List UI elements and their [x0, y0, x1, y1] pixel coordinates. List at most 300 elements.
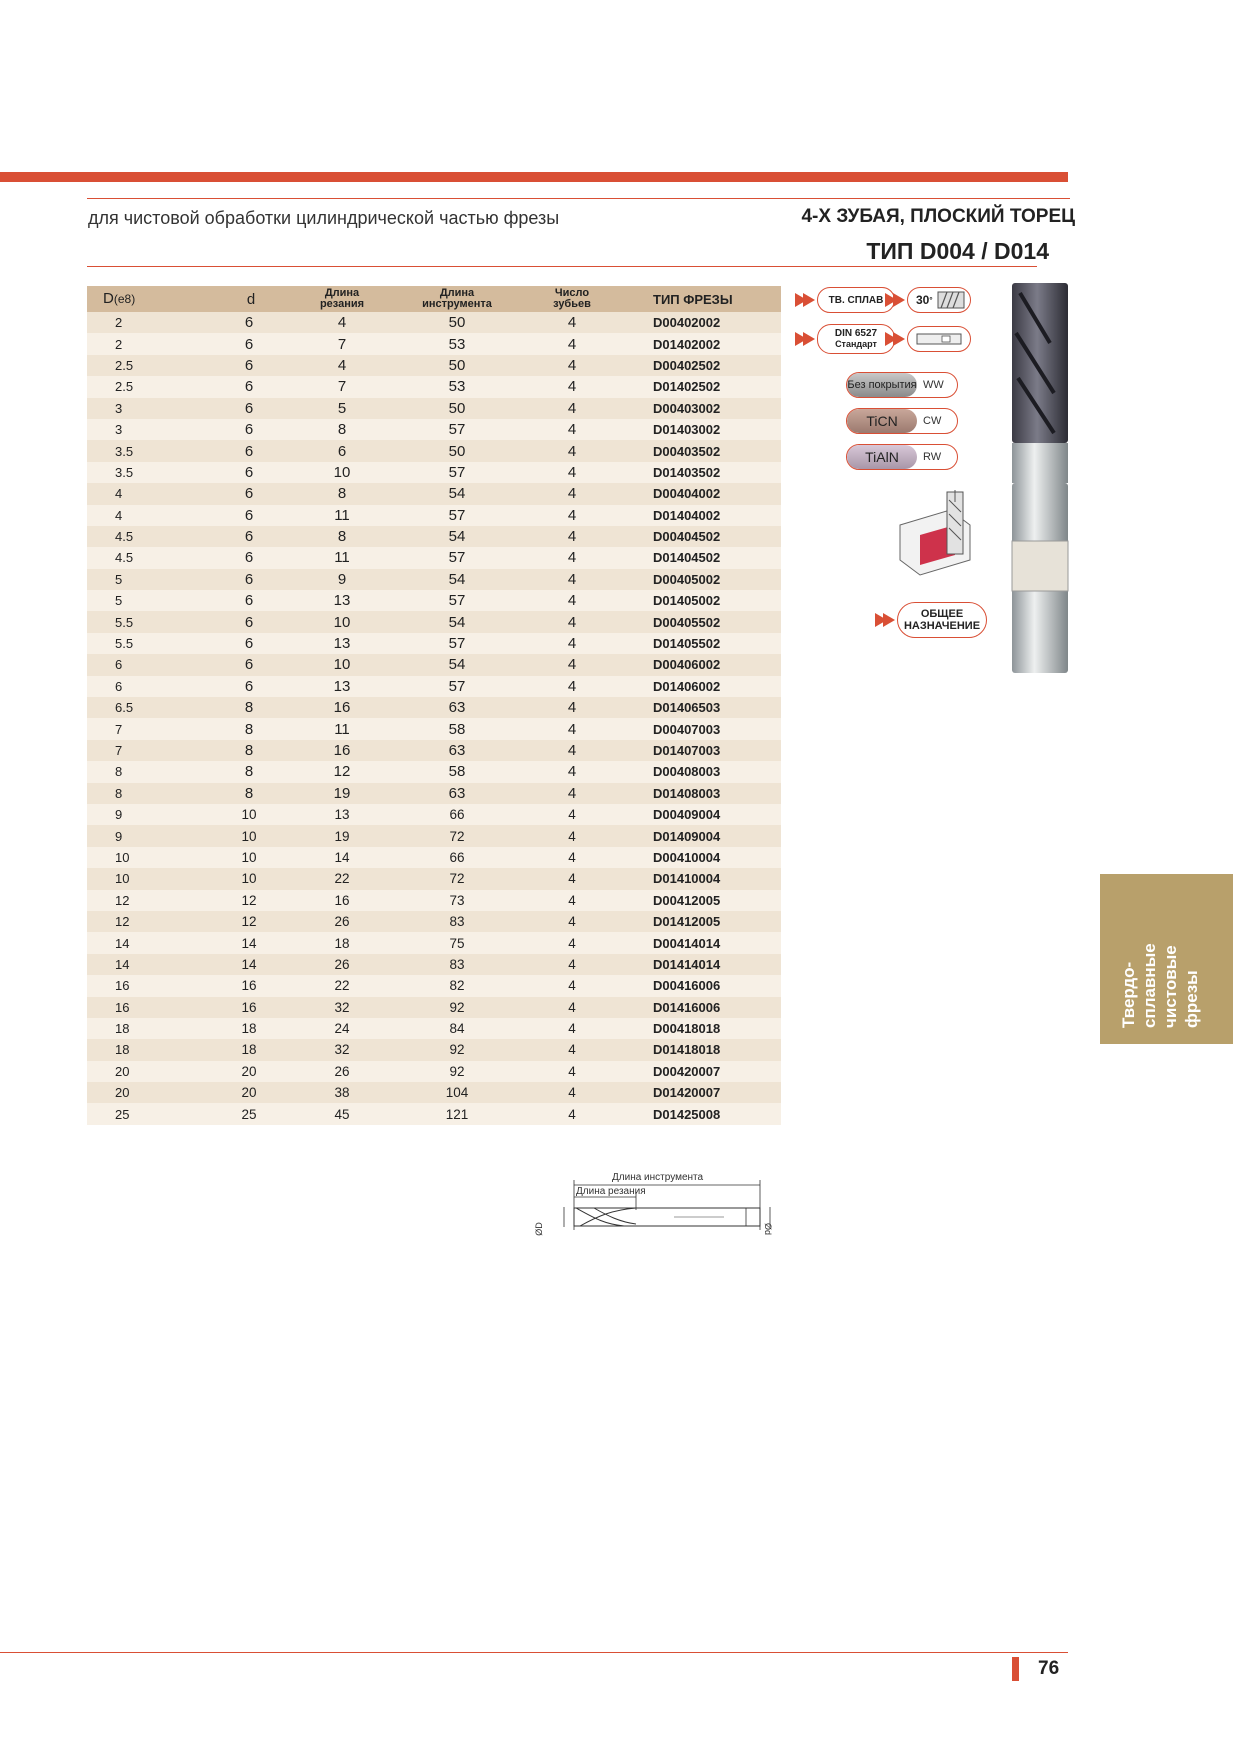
cell-type: D00418018 — [627, 1018, 781, 1039]
cell-cut-length: 38 — [287, 1082, 397, 1103]
cell-cut-length: 19 — [287, 825, 397, 846]
cell-teeth: 4 — [517, 1103, 627, 1124]
cell-D: 12 — [87, 911, 197, 932]
cell-d: 18 — [197, 1039, 287, 1060]
cell-cut-length: 19 — [287, 783, 397, 804]
cell-teeth: 4 — [517, 825, 627, 846]
table-row — [87, 611, 781, 632]
cell-d: 6 — [197, 419, 287, 440]
page-number: 76 — [1038, 1658, 1060, 1679]
cell-d: 12 — [197, 911, 287, 932]
cell-D: 20 — [87, 1061, 197, 1082]
cell-d: 6 — [197, 462, 287, 483]
cell-tool-length: 57 — [397, 419, 517, 440]
cut-length-label: Длина резания — [576, 1186, 646, 1197]
cell-D: 10 — [87, 847, 197, 868]
standard-label: DIN 6527 Стандарт — [817, 324, 895, 354]
table-row — [87, 633, 781, 654]
shank-icon-pill — [907, 326, 971, 352]
cell-D: 16 — [87, 997, 197, 1018]
table-row — [87, 483, 781, 504]
material-label: ТВ. СПЛАВ — [817, 287, 895, 313]
cell-d: 6 — [197, 398, 287, 419]
cell-tool-length: 53 — [397, 333, 517, 354]
top-accent-bar — [0, 172, 1068, 182]
cell-cut-length: 16 — [287, 697, 397, 718]
cell-type: D00416006 — [627, 975, 781, 996]
cell-type: D01405002 — [627, 590, 781, 611]
cell-teeth: 4 — [517, 505, 627, 526]
coating-name: TiCN — [847, 409, 917, 433]
section-label: Твердо- сплавные чистовые фрезы — [1119, 943, 1201, 1028]
cell-tool-length: 50 — [397, 355, 517, 376]
cell-d: 10 — [197, 825, 287, 846]
spec-table-header — [87, 286, 781, 312]
cell-D: 20 — [87, 1082, 197, 1103]
cell-type: D00406002 — [627, 654, 781, 675]
cell-cut-length: 13 — [287, 676, 397, 697]
cell-cut-length: 45 — [287, 1103, 397, 1124]
cell-tool-length: 57 — [397, 633, 517, 654]
cell-tool-length: 83 — [397, 911, 517, 932]
table-row — [87, 333, 781, 354]
cell-type: D01425008 — [627, 1103, 781, 1124]
cell-cut-length: 8 — [287, 526, 397, 547]
header-teeth: Число зубьев — [517, 286, 627, 312]
cell-teeth: 4 — [517, 890, 627, 911]
cell-d: 8 — [197, 761, 287, 782]
cell-d: 6 — [197, 526, 287, 547]
cell-d: 10 — [197, 804, 287, 825]
cell-type: D01402502 — [627, 376, 781, 397]
cell-type: D01418018 — [627, 1039, 781, 1060]
cell-tool-length: 73 — [397, 890, 517, 911]
cell-cut-length: 7 — [287, 333, 397, 354]
double-arrow-icon — [875, 611, 897, 629]
cell-d: 20 — [197, 1061, 287, 1082]
cell-type: D00414014 — [627, 932, 781, 953]
coating-name: Без покрытия — [847, 373, 917, 397]
cell-tool-length: 57 — [397, 462, 517, 483]
cell-cut-length: 4 — [287, 312, 397, 333]
table-row — [87, 911, 781, 932]
helix-badge — [885, 287, 971, 313]
diameter-label: ØD — [533, 1222, 544, 1236]
cell-D: 2 — [87, 312, 197, 333]
cell-cut-length: 11 — [287, 547, 397, 568]
cell-type: D01405502 — [627, 633, 781, 654]
cell-teeth: 4 — [517, 676, 627, 697]
material-badge — [795, 287, 895, 313]
cell-d: 18 — [197, 1018, 287, 1039]
cell-type: D01412005 — [627, 911, 781, 932]
cell-type: D01408003 — [627, 783, 781, 804]
cell-tool-length: 54 — [397, 611, 517, 632]
cell-tool-length: 54 — [397, 526, 517, 547]
cell-D: 4 — [87, 483, 197, 504]
cell-cut-length: 13 — [287, 590, 397, 611]
cell-teeth: 4 — [517, 1082, 627, 1103]
cell-tool-length: 92 — [397, 1039, 517, 1060]
cell-tool-length: 72 — [397, 868, 517, 889]
cell-tool-length: 92 — [397, 1061, 517, 1082]
cell-teeth: 4 — [517, 1039, 627, 1060]
cell-cut-length: 18 — [287, 932, 397, 953]
cell-d: 14 — [197, 932, 287, 953]
footer-rule — [0, 1652, 1068, 1653]
table-row — [87, 590, 781, 611]
cell-teeth: 4 — [517, 312, 627, 333]
cell-teeth: 4 — [517, 1061, 627, 1082]
cell-D: 3 — [87, 398, 197, 419]
table-row — [87, 676, 781, 697]
table-row — [87, 569, 781, 590]
cell-D: 6.5 — [87, 697, 197, 718]
cell-type: D00408003 — [627, 761, 781, 782]
table-row — [87, 783, 781, 804]
cell-tool-length: 57 — [397, 590, 517, 611]
coating-code: WW — [923, 379, 944, 391]
table-row — [87, 868, 781, 889]
table-row — [87, 462, 781, 483]
cell-d: 10 — [197, 847, 287, 868]
cell-d: 6 — [197, 355, 287, 376]
cell-D: 12 — [87, 890, 197, 911]
cell-type: D00403002 — [627, 398, 781, 419]
table-row — [87, 718, 781, 739]
cell-tool-length: 63 — [397, 783, 517, 804]
cell-teeth: 4 — [517, 440, 627, 461]
cell-D: 3.5 — [87, 462, 197, 483]
cell-teeth: 4 — [517, 1018, 627, 1039]
cell-D: 4.5 — [87, 547, 197, 568]
cell-d: 6 — [197, 611, 287, 632]
cell-D: 5 — [87, 590, 197, 611]
cell-type: D00402502 — [627, 355, 781, 376]
table-row — [87, 419, 781, 440]
cell-type: D00405502 — [627, 611, 781, 632]
cell-tool-length: 66 — [397, 847, 517, 868]
cell-D: 6 — [87, 654, 197, 675]
table-row — [87, 997, 781, 1018]
cell-D: 5.5 — [87, 611, 197, 632]
cell-type: D01420007 — [627, 1082, 781, 1103]
cell-cut-length: 13 — [287, 633, 397, 654]
cell-type: D01416006 — [627, 997, 781, 1018]
cell-type: D01406503 — [627, 697, 781, 718]
cell-type: D00404002 — [627, 483, 781, 504]
cell-type: D01404002 — [627, 505, 781, 526]
page-subtitle: для чистовой обработки цилиндрической частью фрезы — [88, 208, 560, 228]
cell-d: 20 — [197, 1082, 287, 1103]
coating-tialn — [846, 444, 958, 470]
cell-cut-length: 24 — [287, 1018, 397, 1039]
cell-teeth: 4 — [517, 526, 627, 547]
cell-d: 6 — [197, 505, 287, 526]
table-row — [87, 1039, 781, 1060]
section-side-tab — [1100, 874, 1233, 1044]
cell-D: 2 — [87, 333, 197, 354]
cell-D: 8 — [87, 761, 197, 782]
table-row — [87, 890, 781, 911]
cell-d: 8 — [197, 783, 287, 804]
cell-d: 8 — [197, 718, 287, 739]
header-rule-top — [87, 198, 1070, 199]
cell-d: 25 — [197, 1103, 287, 1124]
cell-type: D00403502 — [627, 440, 781, 461]
cell-cut-length: 8 — [287, 419, 397, 440]
coating-name: TiAlN — [847, 445, 917, 469]
cell-D: 6 — [87, 676, 197, 697]
plain-shank-icon — [916, 332, 962, 346]
cell-cut-length: 22 — [287, 975, 397, 996]
cell-tool-length: 63 — [397, 740, 517, 761]
cell-cut-length: 10 — [287, 462, 397, 483]
table-row — [87, 1061, 781, 1082]
cell-tool-length: 57 — [397, 676, 517, 697]
table-row — [87, 505, 781, 526]
cell-D: 2.5 — [87, 376, 197, 397]
cell-tool-length: 58 — [397, 718, 517, 739]
cell-tool-length: 82 — [397, 975, 517, 996]
cell-teeth: 4 — [517, 975, 627, 996]
cell-teeth: 4 — [517, 932, 627, 953]
double-arrow-icon — [795, 330, 817, 348]
table-row — [87, 825, 781, 846]
cell-teeth: 4 — [517, 954, 627, 975]
cell-type: D00402002 — [627, 312, 781, 333]
cell-D: 9 — [87, 825, 197, 846]
cell-d: 6 — [197, 376, 287, 397]
cell-tool-length: 54 — [397, 654, 517, 675]
table-row — [87, 547, 781, 568]
cell-D: 4 — [87, 505, 197, 526]
header-type: ТИП ФРЕЗЫ — [627, 286, 781, 312]
cell-teeth: 4 — [517, 355, 627, 376]
cell-D: 10 — [87, 868, 197, 889]
cell-cut-length: 4 — [287, 355, 397, 376]
cell-tool-length: 54 — [397, 569, 517, 590]
cell-cut-length: 6 — [287, 440, 397, 461]
cell-tool-length: 72 — [397, 825, 517, 846]
cell-tool-length: 57 — [397, 547, 517, 568]
cell-type: D01404502 — [627, 547, 781, 568]
cell-tool-length: 54 — [397, 483, 517, 504]
cell-teeth: 4 — [517, 483, 627, 504]
cell-teeth: 4 — [517, 654, 627, 675]
page-marker — [1012, 1657, 1019, 1681]
cell-teeth: 4 — [517, 462, 627, 483]
table-row — [87, 1082, 781, 1103]
cell-type: D00405002 — [627, 569, 781, 590]
cell-teeth: 4 — [517, 611, 627, 632]
cell-d: 6 — [197, 333, 287, 354]
cell-type: D01402002 — [627, 333, 781, 354]
coating-code: CW — [923, 415, 942, 427]
shank-diameter-label: Ød — [763, 1222, 774, 1236]
general-purpose-label: ОБЩЕЕ НАЗНАЧЕНИЕ — [897, 602, 987, 638]
cell-cut-length: 26 — [287, 954, 397, 975]
cell-type: D00407003 — [627, 718, 781, 739]
cell-cut-length: 26 — [287, 1061, 397, 1082]
table-row — [87, 697, 781, 718]
cell-teeth: 4 — [517, 333, 627, 354]
table-row — [87, 1103, 781, 1124]
header-d: d — [197, 286, 287, 312]
coating-code: RW — [923, 451, 942, 463]
cell-d: 6 — [197, 569, 287, 590]
cell-type: D00420007 — [627, 1061, 781, 1082]
cell-type: D00409004 — [627, 804, 781, 825]
cell-cut-length: 12 — [287, 761, 397, 782]
cell-d: 6 — [197, 633, 287, 654]
cell-cut-length: 22 — [287, 868, 397, 889]
cell-tool-length: 50 — [397, 440, 517, 461]
cell-type: D01403502 — [627, 462, 781, 483]
table-row — [87, 355, 781, 376]
cell-type: D01407003 — [627, 740, 781, 761]
cell-type: D01406002 — [627, 676, 781, 697]
cell-cut-length: 10 — [287, 611, 397, 632]
spec-table-body — [87, 312, 781, 1125]
cell-teeth: 4 — [517, 633, 627, 654]
cell-d: 12 — [197, 890, 287, 911]
cell-D: 3 — [87, 419, 197, 440]
cell-d: 16 — [197, 997, 287, 1018]
cell-D: 5.5 — [87, 633, 197, 654]
cell-teeth: 4 — [517, 911, 627, 932]
cell-teeth: 4 — [517, 868, 627, 889]
cell-teeth: 4 — [517, 569, 627, 590]
cell-d: 10 — [197, 868, 287, 889]
header-D: D(e8) — [87, 286, 197, 312]
cell-teeth: 4 — [517, 419, 627, 440]
cell-d: 6 — [197, 483, 287, 504]
cell-type: D00404502 — [627, 526, 781, 547]
cell-d: 16 — [197, 975, 287, 996]
cell-D: 9 — [87, 804, 197, 825]
double-arrow-icon — [795, 291, 817, 309]
cell-d: 6 — [197, 590, 287, 611]
helix-icon — [937, 290, 965, 310]
cell-d: 6 — [197, 654, 287, 675]
cell-D: 5 — [87, 569, 197, 590]
cell-cut-length: 13 — [287, 804, 397, 825]
helix-angle: 30 ° — [907, 287, 971, 313]
cell-d: 6 — [197, 440, 287, 461]
table-row — [87, 932, 781, 953]
table-row — [87, 847, 781, 868]
coating-ticn — [846, 408, 958, 434]
cell-tool-length: 92 — [397, 997, 517, 1018]
cell-cut-length: 8 — [287, 483, 397, 504]
cell-D: 14 — [87, 932, 197, 953]
cell-tool-length: 104 — [397, 1082, 517, 1103]
cell-cut-length: 5 — [287, 398, 397, 419]
cell-D: 3.5 — [87, 440, 197, 461]
table-row — [87, 740, 781, 761]
cell-teeth: 4 — [517, 997, 627, 1018]
cell-D: 7 — [87, 718, 197, 739]
cell-type: D01414014 — [627, 954, 781, 975]
header-tool-length: Длина инструмента — [397, 286, 517, 312]
table-row — [87, 440, 781, 461]
double-arrow-icon — [885, 291, 907, 309]
cell-tool-length: 50 — [397, 398, 517, 419]
cell-teeth: 4 — [517, 398, 627, 419]
table-row — [87, 975, 781, 996]
cell-d: 6 — [197, 547, 287, 568]
side-milling-illustration — [895, 490, 975, 580]
table-row — [87, 654, 781, 675]
cell-D: 18 — [87, 1018, 197, 1039]
cell-type: D01409004 — [627, 825, 781, 846]
cell-cut-length: 7 — [287, 376, 397, 397]
cell-D: 18 — [87, 1039, 197, 1060]
cell-D: 16 — [87, 975, 197, 996]
cell-D: 14 — [87, 954, 197, 975]
general-purpose-badge — [875, 602, 987, 638]
cell-teeth: 4 — [517, 718, 627, 739]
tool-length-label: Длина инструмента — [612, 1172, 704, 1183]
header-rule-bottom — [87, 266, 1037, 267]
coating-uncoated — [846, 372, 958, 398]
cell-cut-length: 14 — [287, 847, 397, 868]
end-mill-photo — [1010, 283, 1070, 673]
cell-d: 8 — [197, 697, 287, 718]
spec-table — [87, 286, 781, 1125]
cell-tool-length: 75 — [397, 932, 517, 953]
cell-tool-length: 58 — [397, 761, 517, 782]
cell-d: 8 — [197, 740, 287, 761]
cell-cut-length: 16 — [287, 740, 397, 761]
cell-tool-length: 66 — [397, 804, 517, 825]
cell-teeth: 4 — [517, 740, 627, 761]
table-row — [87, 1018, 781, 1039]
cell-tool-length: 50 — [397, 312, 517, 333]
cell-tool-length: 63 — [397, 697, 517, 718]
header-cut-length: Длина резания — [287, 286, 397, 312]
cell-D: 25 — [87, 1103, 197, 1124]
cell-cut-length: 32 — [287, 1039, 397, 1060]
cell-type: D01403002 — [627, 419, 781, 440]
cell-tool-length: 83 — [397, 954, 517, 975]
cell-type: D00412005 — [627, 890, 781, 911]
cell-cut-length: 11 — [287, 718, 397, 739]
page-title: 4-Х ЗУБАЯ, ПЛОСКИЙ ТОРЕЦ — [801, 206, 1075, 227]
cell-cut-length: 9 — [287, 569, 397, 590]
cell-d: 6 — [197, 312, 287, 333]
cell-cut-length: 32 — [287, 997, 397, 1018]
table-row — [87, 761, 781, 782]
table-row — [87, 312, 781, 333]
standard-badge — [795, 324, 895, 354]
cell-teeth: 4 — [517, 847, 627, 868]
cell-d: 14 — [197, 954, 287, 975]
cell-teeth: 4 — [517, 547, 627, 568]
cell-D: 7 — [87, 740, 197, 761]
cell-tool-length: 53 — [397, 376, 517, 397]
shank-badge — [885, 326, 971, 352]
cell-teeth: 4 — [517, 804, 627, 825]
cell-type: D01410004 — [627, 868, 781, 889]
cell-cut-length: 16 — [287, 890, 397, 911]
cell-cut-length: 10 — [287, 654, 397, 675]
table-row — [87, 376, 781, 397]
cell-d: 6 — [197, 676, 287, 697]
table-row — [87, 954, 781, 975]
double-arrow-icon — [885, 330, 907, 348]
